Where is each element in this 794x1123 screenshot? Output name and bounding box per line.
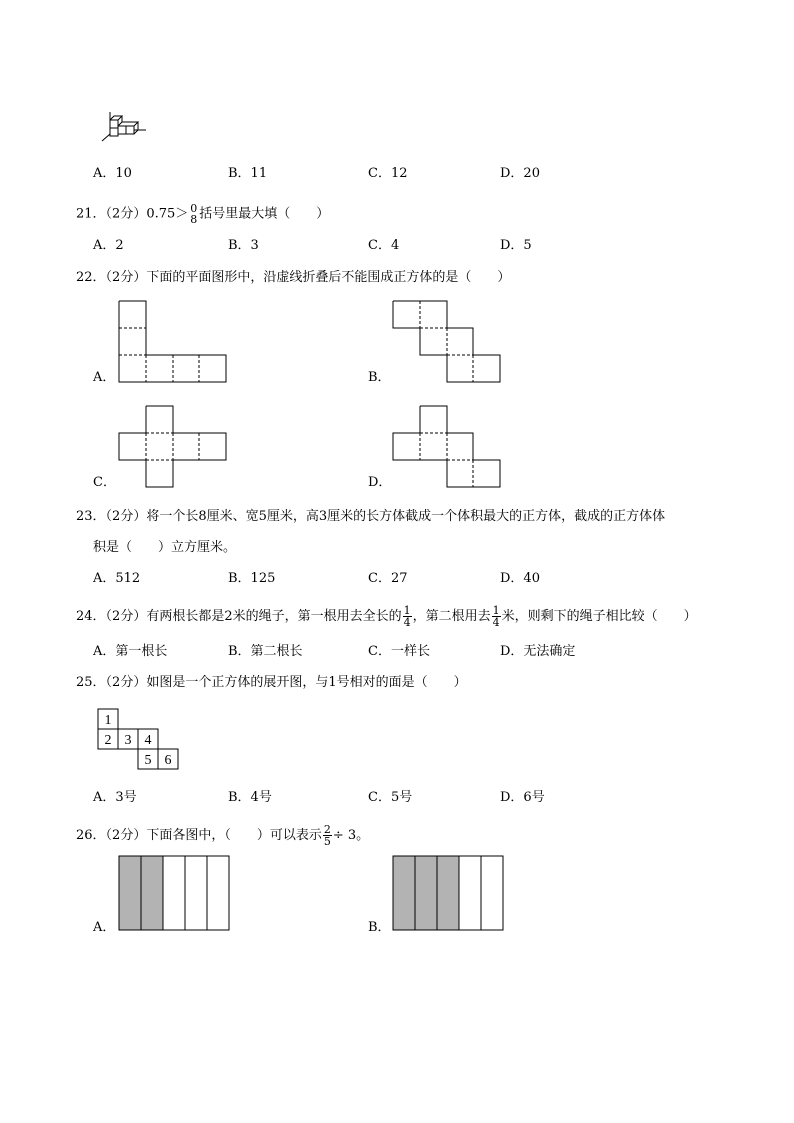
fraction-numerator: 1: [403, 604, 411, 617]
diagram-a-strip-3: [163, 856, 185, 930]
option-a[interactable]: A．10: [93, 166, 132, 181]
fraction-blank-over-8: [189, 203, 198, 225]
numbered-cube-net: [97, 708, 183, 772]
option-d[interactable]: D．6号: [500, 790, 545, 805]
diagram-b-strip-4: [459, 856, 481, 930]
face-4-label: 4: [144, 733, 152, 748]
option-b[interactable]: B．: [368, 370, 391, 385]
option-b[interactable]: B．第二根长: [228, 644, 303, 659]
question-21: [76, 203, 329, 225]
option-c[interactable]: C．27: [368, 571, 408, 586]
option-c[interactable]: C．一样长: [368, 644, 430, 659]
question-23-line2: 积是（ ）立方厘米。: [93, 540, 237, 555]
diagram-b-strip-1-shaded: [393, 856, 415, 930]
option-d[interactable]: D．: [368, 475, 392, 490]
question-24-part2: ，第二根用去: [412, 609, 491, 624]
option-a[interactable]: A．: [93, 370, 116, 385]
fraction-denominator: 8: [190, 213, 198, 226]
fraction-one-quarter-meter: [492, 605, 501, 628]
cube-net-a: [118, 300, 228, 384]
option-a[interactable]: A．3号: [93, 790, 137, 805]
option-a[interactable]: A．: [93, 920, 116, 935]
strip-diagram-b: [392, 855, 504, 931]
face-2-label: 2: [104, 733, 112, 748]
question-21-suffix: 括号里最大填（ ）: [199, 206, 330, 222]
diagram-a-strip-2-shaded: [141, 856, 163, 930]
strip-diagram-a: [118, 855, 230, 931]
fraction-two-fifths: [323, 824, 332, 847]
face-1-label: 1: [104, 713, 112, 728]
cube-net-b: [392, 300, 502, 384]
cube-stack-figure: [100, 108, 150, 144]
question-24: [76, 605, 697, 628]
option-b[interactable]: B．: [368, 920, 391, 935]
cube-net-d: [392, 405, 502, 489]
option-a[interactable]: A．第一根长: [93, 644, 168, 659]
question-25: 25．（2分）如图是一个正方体的展开图，与1号相对的面是（ ）: [76, 675, 467, 690]
option-c[interactable]: C．12: [368, 166, 408, 181]
option-a[interactable]: A．2: [93, 238, 124, 253]
option-d[interactable]: D．5: [500, 238, 532, 253]
question-26-part2: ÷ 3。: [332, 828, 370, 843]
face-5-label: 5: [144, 753, 152, 768]
diagram-b-strip-5: [481, 856, 503, 930]
fraction-denominator: 5: [323, 835, 331, 848]
diagram-b-strip-3-shaded: [437, 856, 459, 930]
question-21-prefix: 21．（2分）0.75＞: [76, 206, 189, 222]
diagram-a-strip-4: [185, 856, 207, 930]
option-b[interactable]: B．4号: [228, 790, 272, 805]
question-26-part1: 26．（2分）下面各图中，（ ）可以表示: [76, 828, 322, 843]
fraction-numerator: 1: [492, 604, 500, 617]
diagram-a-strip-1-shaded: [119, 856, 141, 930]
option-d[interactable]: D．无法确定: [500, 644, 576, 659]
question-22: 22．（2分）下面的平面图形中，沿虚线折叠后不能围成正方体的是（ ）: [76, 270, 511, 285]
option-b[interactable]: B．3: [228, 238, 259, 253]
question-24-part1: 24．（2分）有两根长都是2米的绳子，第一根用去全长的: [76, 609, 402, 624]
fraction-denominator: 4: [492, 616, 500, 629]
option-c[interactable]: C．5号: [368, 790, 413, 805]
option-a[interactable]: A．512: [93, 571, 141, 586]
fraction-numerator: 2: [323, 823, 331, 836]
fraction-one-quarter: [403, 605, 412, 628]
option-b[interactable]: B．125: [228, 571, 276, 586]
question-23-line1: 23．（2分）将一个长8厘米、宽5厘米，高3厘米的长方体截成一个体积最大的正方体，截成的正方体体: [76, 509, 666, 524]
face-6-label: 6: [164, 753, 172, 768]
fraction-denominator: 4: [403, 616, 411, 629]
question-24-part3: 米，则剩下的绳子相比较（ ）: [501, 609, 697, 624]
fraction-numerator: 0: [190, 202, 198, 215]
diagram-a-strip-5: [207, 856, 229, 930]
diagram-b-strip-2-shaded: [415, 856, 437, 930]
option-b[interactable]: B．11: [228, 166, 268, 181]
option-c[interactable]: C．4: [368, 238, 400, 253]
face-3-label: 3: [124, 733, 132, 748]
option-d[interactable]: D．40: [500, 571, 540, 586]
question-26: [76, 824, 369, 847]
option-d[interactable]: D．20: [500, 166, 540, 181]
cube-net-c: [118, 405, 228, 489]
option-c[interactable]: C．: [93, 475, 116, 490]
